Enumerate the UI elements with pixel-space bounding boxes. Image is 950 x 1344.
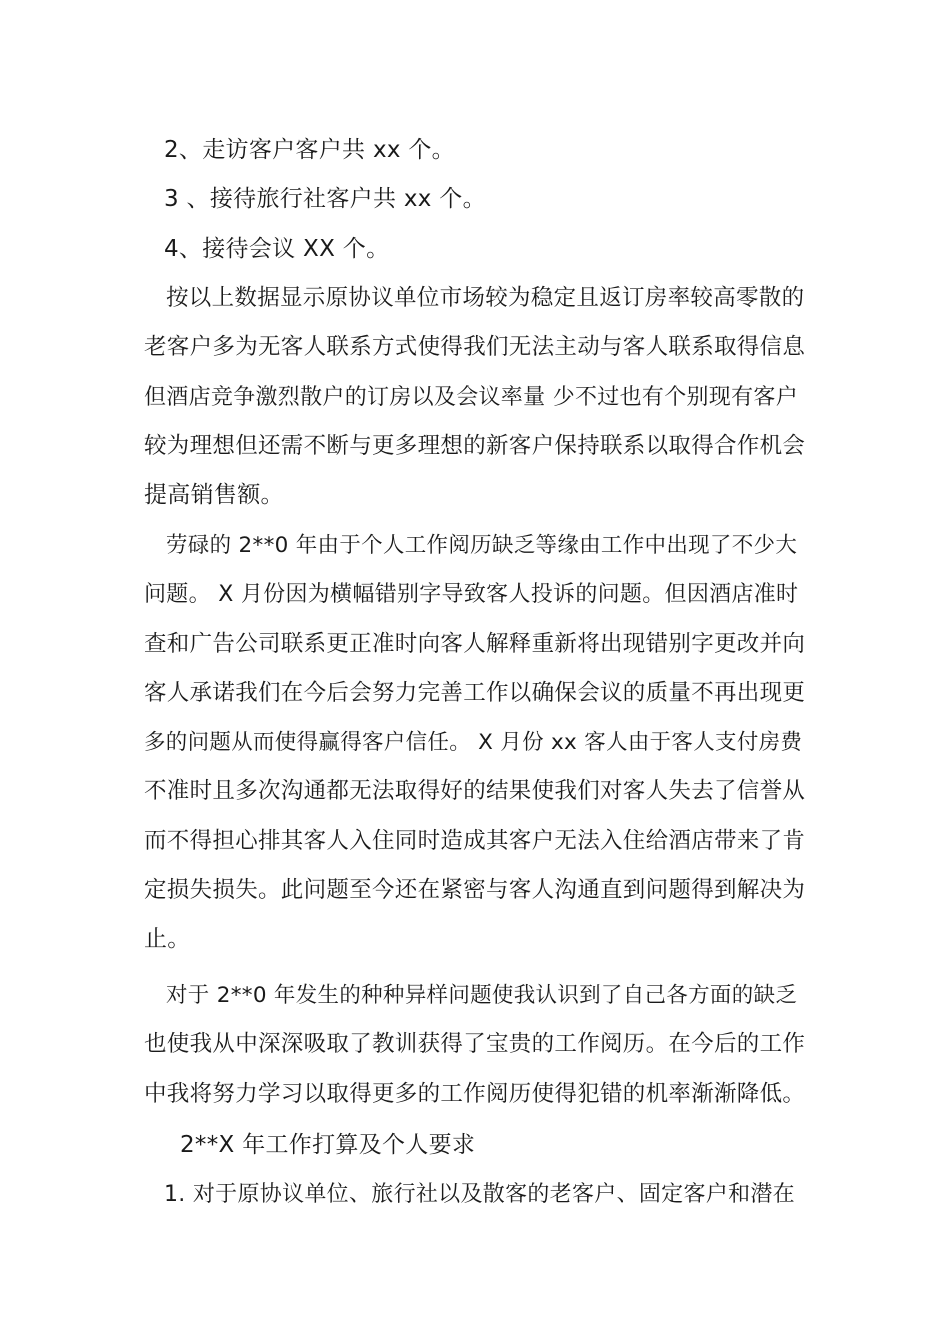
paragraph-line: 不准时且多次沟通都无法取得好的结果使我们对客人失去了信誉从	[144, 778, 806, 805]
paragraph-line: 较为理想但还需不断与更多理想的新客户保持联系以取得合作机会	[144, 432, 806, 459]
list-item: 3 、接待旅行社客户共 xx 个。	[164, 186, 486, 213]
paragraph-line: 客人承诺我们在今后会努力完善工作以确保会议的质量不再出现更	[144, 679, 806, 706]
paragraph-line: 多的问题从而使得赢得客户信任。 X 月份 xx 客人由于客人支付房费	[144, 730, 803, 756]
paragraph-line: 止。	[144, 926, 191, 953]
section-heading-block	[144, 1121, 808, 1170]
paragraph-lessons	[144, 971, 808, 1119]
paragraph-line: 定损失损失。此问题至今还在紧密与客人沟通直到问题得到解决为	[144, 877, 806, 904]
list-item: 2、走访客户客户共 xx 个。	[164, 137, 455, 163]
paragraph-line: 对于 2**0 年发生的种种异样问题使我认识到了自己各方面的缺乏	[166, 983, 798, 1008]
numbered-item: 1. 对于原协议单位、旅行社以及散客的老客户、固定客户和潜在	[164, 1182, 795, 1207]
section-heading: 2**X 年工作打算及个人要求	[180, 1132, 476, 1158]
paragraph-problems	[144, 521, 808, 965]
list-items	[144, 126, 808, 274]
paragraph-line: 但酒店竞争激烈散户的订房以及会议率量 少不过也有个别现有客户	[144, 384, 798, 410]
paragraph-line: 劳碌的 2**0 年由于个人工作阅历缺乏等缘由工作中出现了不少大	[166, 533, 798, 558]
paragraph-line: 中我将努力学习以取得更多的工作阅历使得犯错的机率渐渐降低。	[144, 1080, 806, 1107]
paragraph-line: 提高销售额。	[144, 482, 284, 509]
paragraph-line: 查和广告公司联系更正准时向客人解释重新将出现错别字更改并向	[144, 630, 806, 657]
paragraph-line: 而不得担心排其客人入住同时造成其客户无法入住给酒店带来了肯	[144, 827, 806, 854]
list-item: 4、接待会议 XX 个。	[164, 235, 390, 262]
paragraph-line: 老客户多为无客人联系方式使得我们无法主动与客人联系取得信息	[144, 334, 806, 361]
numbered-item-block	[144, 1170, 808, 1219]
paragraph-data-analysis	[144, 274, 808, 520]
paragraph-line: 也使我从中深深吸取了教训获得了宝贵的工作阅历。在今后的工作	[144, 1031, 806, 1058]
paragraph-line: 问题。 X 月份因为横幅错别字导致客人投诉的问题。但因酒店准时	[144, 582, 799, 608]
paragraph-line: 按以上数据显示原协议单位市场较为稳定且返订房率较高零散的	[166, 285, 805, 311]
